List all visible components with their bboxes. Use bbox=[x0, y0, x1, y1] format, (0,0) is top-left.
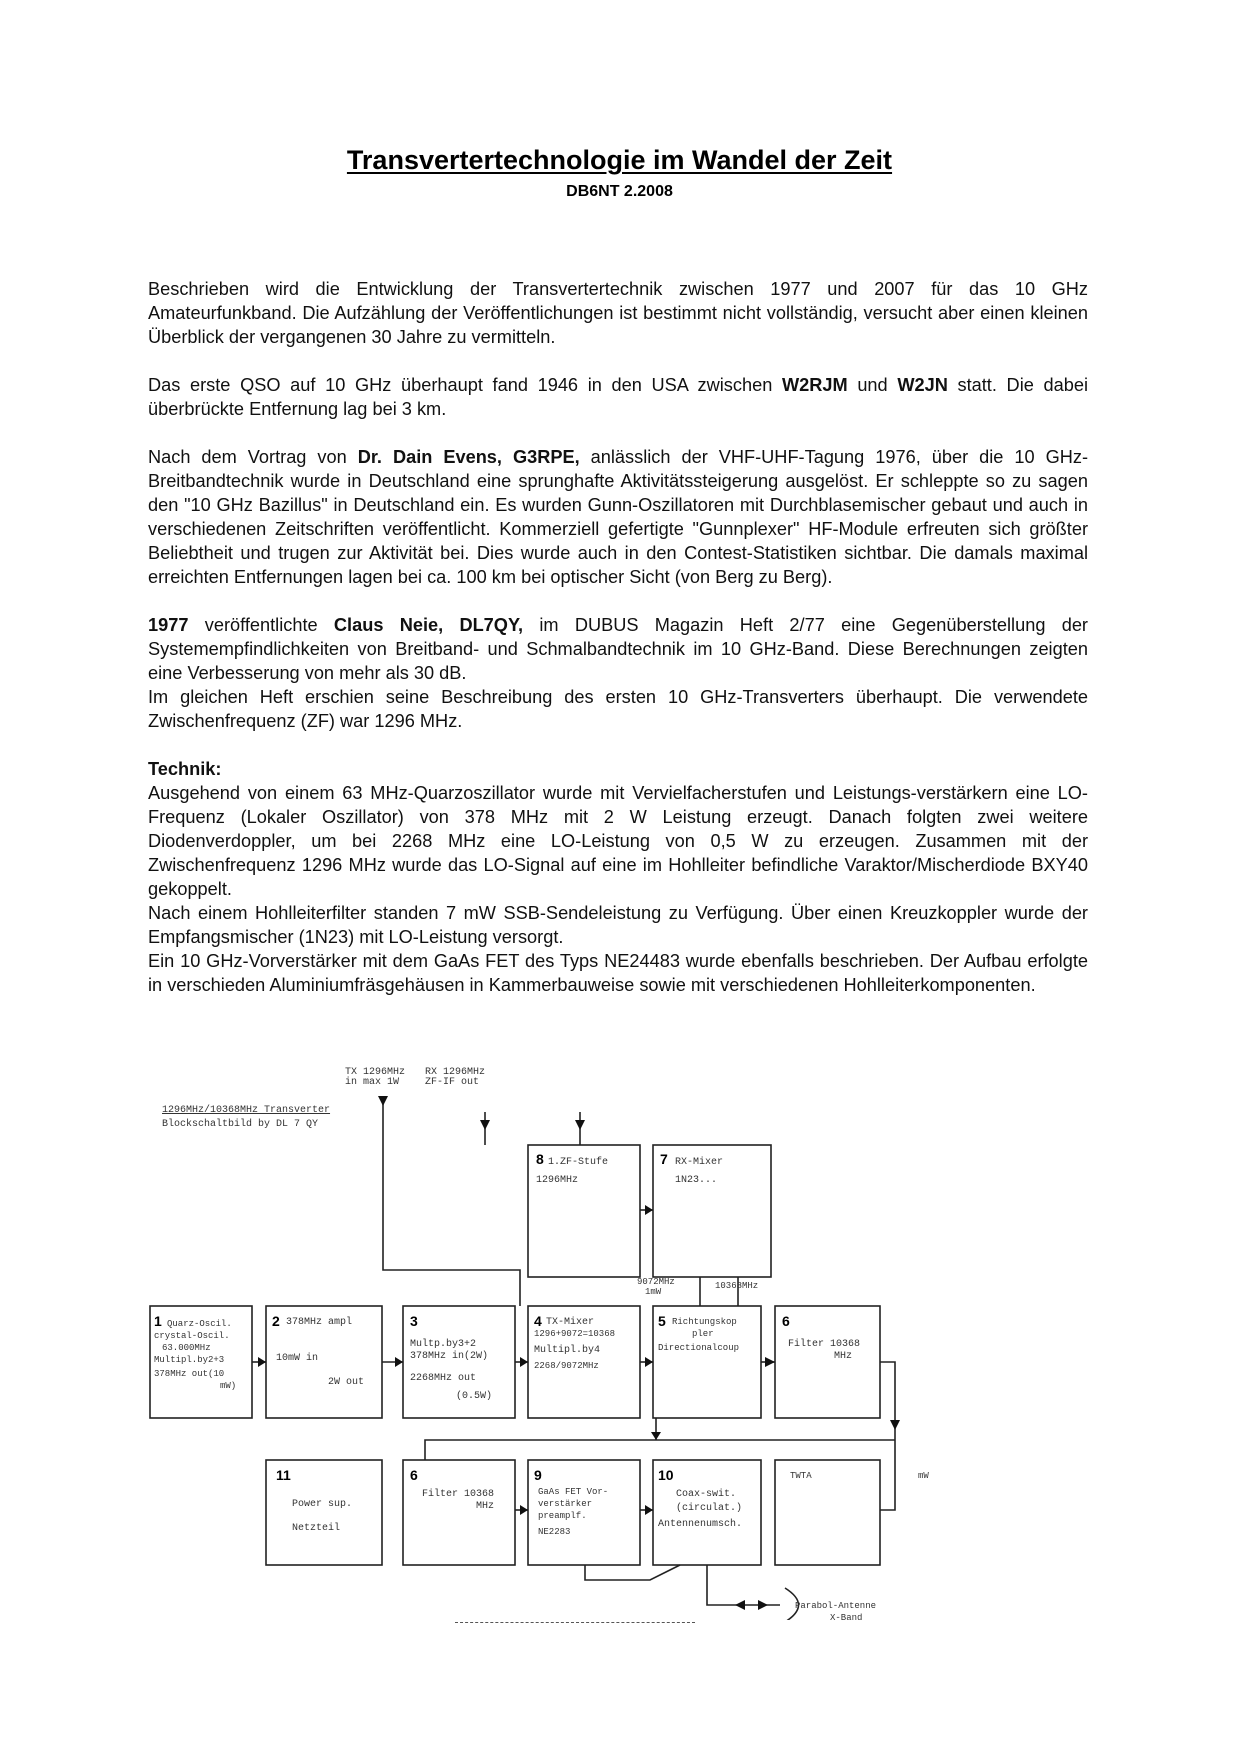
paragraph-technik-2: Nach einem Hohlleiterfilter standen 7 mW SSB-Sendeleistung zu Verfügung. Über einen Kreuzkoppler wurde der Empfangsmischer (1N23) mit LO-Leistung versorgt. bbox=[148, 903, 1088, 947]
paragraph-first-qso: Das erste QSO auf 10 GHz überhaupt fand 1946 in den USA zwischen W2RJM und W2JN statt. Die dabei überbrückte Entfernung lag bei 3 km. bbox=[148, 375, 1088, 419]
svg-text:1: 1 bbox=[154, 1313, 162, 1329]
section-heading-technik: Technik: bbox=[148, 759, 222, 779]
callsign: W2RJM bbox=[781, 375, 848, 395]
svg-text:TX 1296MHz: TX 1296MHz bbox=[345, 1067, 406, 1078]
svg-text:63.000MHz: 63.000MHz bbox=[162, 1343, 211, 1353]
svg-text:MHz: MHz bbox=[476, 1501, 495, 1512]
svg-text:10: 10 bbox=[658, 1467, 674, 1483]
svg-text:Blockschaltbild by DL 7 QY: Blockschaltbild by DL 7 QY bbox=[162, 1119, 319, 1130]
svg-text:10368MHz: 10368MHz bbox=[715, 1281, 759, 1291]
author-name: Claus Neie, DL7QY, bbox=[333, 615, 524, 635]
svg-text:MHz: MHz bbox=[834, 1351, 853, 1362]
svg-text:1N23...: 1N23... bbox=[675, 1175, 718, 1186]
svg-text:5: 5 bbox=[658, 1313, 666, 1329]
block-diagram bbox=[140, 1060, 1100, 1620]
svg-text:9072MHz: 9072MHz bbox=[637, 1277, 675, 1287]
svg-text:Multipl.by2+3: Multipl.by2+3 bbox=[154, 1355, 225, 1365]
svg-text:4: 4 bbox=[534, 1313, 542, 1329]
svg-text:GaAs FET Vor-: GaAs FET Vor- bbox=[538, 1487, 609, 1497]
svg-text:11: 11 bbox=[276, 1467, 291, 1483]
paragraph-g3rpe: Nach dem Vortrag von Dr. Dain Evens, G3RPE, anlässlich der VHF-UHF-Tagung 1976, über die 10 GHz-Breitbandtechnik wurde in Deutschland eine sprunghafte Aktivitätssteigerung ausgelöst. Er schleppte so zu sagen den "10 GHz Bazillus" in Deutschland ein. Es wurden Gunn-Oszillatoren mit Durchblasemischer gebaut und auch in verschiedenen Zeitschriften veröffentlicht. Kommerziell gefertigte "Gunnplexer" HF-Module erfreuten sich größter Beliebtheit und trugen zur Aktivität bei. Dies wurde auch in den Contest-Statistiken sichtbar. Die damals maximal erreichten Entfernungen lagen bei ca. 100 km bei optischer Sicht (von Berg zu Berg). bbox=[148, 447, 1088, 587]
svg-text:TWTA: TWTA bbox=[790, 1471, 812, 1481]
svg-text:2W out: 2W out bbox=[328, 1377, 365, 1388]
svg-text:ZF-IF out: ZF-IF out bbox=[425, 1077, 480, 1088]
author-name: Dain Evens, G3RPE, bbox=[392, 447, 580, 467]
svg-text:7: 7 bbox=[660, 1151, 668, 1167]
paragraph-technik-3: Ein 10 GHz-Vorverstärker mit dem GaAs FET des Typs NE24483 wurde ebenfalls beschrieben. Der Aufbau erfolgte in verschieden Aluminiumfräsgehäusen in Kammerbauweise sowie mit verschiedenen Hohlleiterkomponenten. bbox=[148, 951, 1088, 995]
svg-text:6: 6 bbox=[410, 1467, 418, 1483]
svg-text:NE2283: NE2283 bbox=[538, 1527, 571, 1537]
svg-text:in max 1W: in max 1W bbox=[345, 1077, 400, 1088]
svg-text:Coax-swit.: Coax-swit. bbox=[676, 1489, 737, 1500]
svg-text:378MHz in(2W): 378MHz in(2W) bbox=[410, 1351, 489, 1362]
paragraph-technik-1: Ausgehend von einem 63 MHz-Quarzoszillator wurde mit Vervielfacherstufen und Leistungs-verstärkern eine LO-Frequenz (Lokaler Oszillator) von 378 MHz mit 2 W Leistung erzeugt. Danach folgten zwei weitere Diodenverdoppler, um bei 2268 MHz eine LO-Leistung von 0,5 W zu erzeugen. Zusammen mit der Zwischenfrequenz 1296 MHz wurde das LO-Signal auf eine im Hohlleiter befindliche Varaktor/Mischerdiode BXY40 gekoppelt. bbox=[148, 783, 1088, 899]
svg-text:378MHz out(10: 378MHz out(10 bbox=[154, 1369, 225, 1379]
svg-text:1296+9072=10368: 1296+9072=10368 bbox=[534, 1329, 616, 1339]
svg-text:TX-Mixer: TX-Mixer bbox=[546, 1317, 595, 1328]
svg-text:8: 8 bbox=[536, 1151, 544, 1167]
svg-text:RX-Mixer: RX-Mixer bbox=[675, 1157, 724, 1168]
block-filter-top bbox=[775, 1306, 880, 1418]
svg-text:verstärker: verstärker bbox=[538, 1499, 593, 1509]
svg-text:RX 1296MHz: RX 1296MHz bbox=[425, 1067, 486, 1078]
svg-text:Richtungskop: Richtungskop bbox=[672, 1317, 737, 1327]
page-title: Transvertertechnologie im Wandel der Zeit bbox=[346, 145, 893, 175]
svg-text:Filter 10368: Filter 10368 bbox=[788, 1339, 861, 1350]
svg-text:Parabol-Antenne: Parabol-Antenne bbox=[795, 1601, 877, 1611]
svg-text:Multp.by3+2: Multp.by3+2 bbox=[410, 1339, 477, 1350]
svg-text:preamplf.: preamplf. bbox=[538, 1511, 587, 1521]
svg-text:1.ZF-Stufe: 1.ZF-Stufe bbox=[548, 1157, 609, 1168]
svg-text:9: 9 bbox=[534, 1467, 542, 1483]
svg-text:2268MHz out: 2268MHz out bbox=[410, 1373, 477, 1384]
svg-text:crystal-Oscil.: crystal-Oscil. bbox=[154, 1331, 230, 1341]
svg-text:Directionalcoup: Directionalcoup bbox=[658, 1343, 740, 1353]
year: 1977 bbox=[148, 615, 189, 635]
block-filter-bottom bbox=[403, 1460, 515, 1565]
svg-text:3: 3 bbox=[410, 1313, 418, 1329]
svg-text:mW: mW bbox=[918, 1471, 929, 1481]
svg-text:Netzteil: Netzteil bbox=[292, 1523, 341, 1534]
page-subtitle: DB6NT 2.2008 bbox=[566, 183, 673, 200]
svg-text:Antennenumsch.: Antennenumsch. bbox=[658, 1519, 743, 1530]
footer-divider bbox=[455, 1622, 695, 1623]
svg-text:(circulat.): (circulat.) bbox=[676, 1503, 743, 1514]
svg-text:Filter 10368: Filter 10368 bbox=[422, 1489, 495, 1500]
svg-text:1296MHz/10368MHz Transverter: 1296MHz/10368MHz Transverter bbox=[162, 1105, 331, 1116]
paragraph-1977: 1977 veröffentlichte Claus Neie, DL7QY, im DUBUS Magazin Heft 2/77 eine Gegenüberstellung der Systemempfindlichkeiten von Breitband- und Schmalbandtechnik im 10 GHz-Band. Diese Berechnungen zeigten eine Verbesserung von mehr als 30 dB. Im gleichen Heft erschien seine Beschreibung des ersten 10 GHz-Transverters überhaupt. Die verwendete Zwischenfrequenz (ZF) war 1296 MHz. bbox=[148, 615, 1088, 731]
svg-text:10mW in: 10mW in bbox=[276, 1353, 319, 1364]
svg-text:6: 6 bbox=[782, 1313, 790, 1329]
svg-text:pler: pler bbox=[692, 1329, 714, 1339]
article-body bbox=[148, 277, 1088, 997]
svg-text:378MHz ampl: 378MHz ampl bbox=[286, 1317, 353, 1328]
svg-text:Power sup.: Power sup. bbox=[292, 1499, 353, 1510]
svg-text:Multipl.by4: Multipl.by4 bbox=[534, 1345, 601, 1356]
svg-text:1296MHz: 1296MHz bbox=[536, 1175, 579, 1186]
svg-text:(0.5W): (0.5W) bbox=[456, 1391, 493, 1402]
callsign: W2JN bbox=[897, 375, 948, 395]
svg-text:1mW: 1mW bbox=[645, 1287, 662, 1297]
svg-text:Quarz-Oscil.: Quarz-Oscil. bbox=[167, 1319, 232, 1329]
svg-text:mW): mW) bbox=[220, 1381, 237, 1391]
svg-text:2268/9072MHz: 2268/9072MHz bbox=[534, 1361, 599, 1371]
svg-text:2: 2 bbox=[272, 1313, 280, 1329]
svg-text:X-Band: X-Band bbox=[830, 1613, 863, 1620]
paragraph-intro: Beschrieben wird die Entwicklung der Transvertertechnik zwischen 1977 und 2007 für das 10 GHz Amateurfunkband. Die Aufzählung der Veröffentlichungen ist bestimmt nicht vollständig, versucht aber einen kleinen Überblick der vergangenen 30 Jahre zu vermitteln. bbox=[148, 279, 1088, 347]
